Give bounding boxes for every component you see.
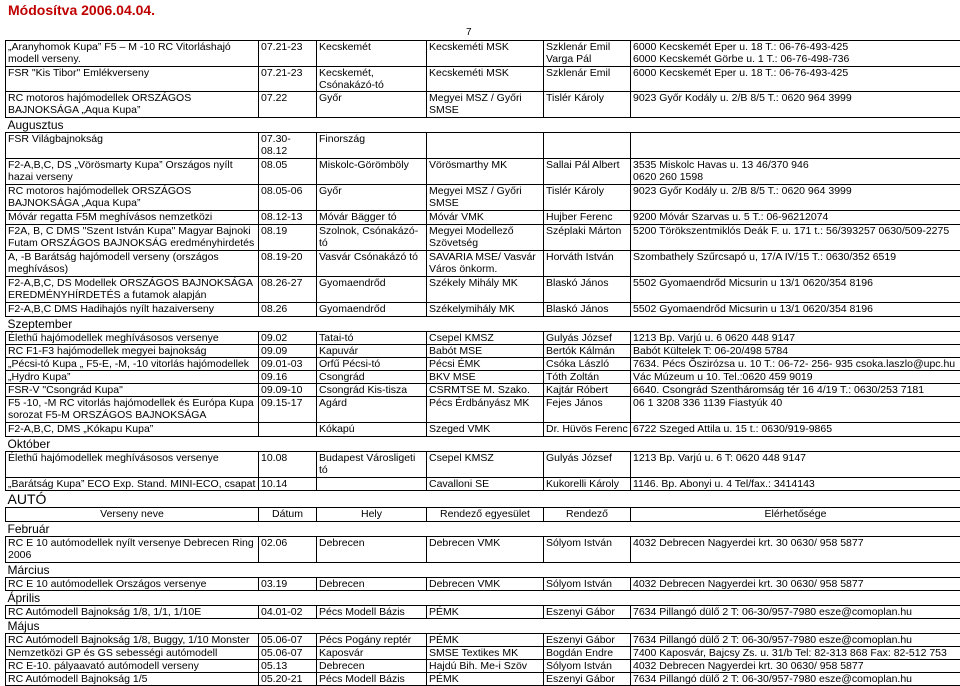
table-row <box>6 133 960 159</box>
organizer-club-cell: Csepel KMSZ <box>427 332 544 345</box>
event-date-cell: 08.26-27 <box>259 277 317 303</box>
table-row <box>6 345 960 358</box>
contact-info-cell: 3535 Miskolc Havas u. 13 46/370 946 0620 260 1598 <box>631 159 960 185</box>
organizer-person-cell: Bogdán Endre <box>544 647 631 660</box>
event-schedule-table <box>5 40 960 686</box>
table-row <box>6 384 960 397</box>
event-name-cell: FSR Világbajnokság <box>6 133 259 159</box>
event-date-cell: 05.06-07 <box>259 647 317 660</box>
table-row <box>6 303 960 317</box>
contact-info-cell: 4032 Debrecen Nagyerdei krt. 30 0630/ 958 5877 <box>631 578 960 591</box>
organizer-person-cell: Eszenyi Gábor <box>544 673 631 686</box>
table-row <box>6 634 960 647</box>
event-name-cell: „Pécsi-tó Kupa „ F5-E, -M, -10 vitorlás hajómodellek <box>6 358 259 371</box>
event-date-cell: 09.09 <box>259 345 317 358</box>
table-row <box>6 41 960 67</box>
contact-info-cell: 4032 Debrecen Nagyerdei krt. 30 0630/ 958 5877 <box>631 660 960 673</box>
organizer-club-cell: Csepel KMSZ <box>427 452 544 478</box>
table-row <box>6 606 960 619</box>
contact-info-cell: 6000 Kecskemét Eper u. 18 T.: 06-76-493-425 6000 Kecskemét Görbe u. 1 T.: 06-76-498-736 <box>631 41 960 67</box>
contact-info-cell: Vác Múzeum u 10. Tel.:0620 459 9019 <box>631 371 960 384</box>
event-name-cell: RC E 10 autómodellek Országos versenye <box>6 578 259 591</box>
event-name-cell: „Aranyhomok Kupa” F5 – M -10 RC Vitorláshajó modell verseny. <box>6 41 259 67</box>
section-label: Március <box>6 563 960 578</box>
contact-info-cell: 7634 Pillangó dülő 2 T: 06-30/957-7980 esze@comoplan.hu <box>631 634 960 647</box>
organizer-person-cell: Blaskó János <box>544 303 631 317</box>
event-date-cell: 08.19 <box>259 225 317 251</box>
event-name-cell: F2-A,B,C DMS Hadihajós nyílt hazaiverseny <box>6 303 259 317</box>
contact-info-cell: 5200 Törökszentmiklós Deák F. u. 171 t.: 56/393257 0630/509-2275 <box>631 225 960 251</box>
organizer-club-cell: Megyei Modellező Szövetség <box>427 225 544 251</box>
organizer-person-cell: Tislér Károly <box>544 185 631 211</box>
organizer-club-cell: Kecskeméti MSK <box>427 41 544 67</box>
event-location-cell: Kecskemét, Csónakázó-tó <box>317 67 427 92</box>
table-row <box>6 452 960 478</box>
event-name-cell: RC F1-F3 hajómodellek megyei bajnokság <box>6 345 259 358</box>
table-row <box>6 225 960 251</box>
contact-info-cell: Szombathely Szűrcsapó u, 17/A IV/15 T.: 0630/352 6519 <box>631 251 960 277</box>
event-date-cell: 07.30-08.12 <box>259 133 317 159</box>
contact-info-cell: 6640. Csongrád Szentháromság tér 16 4/19 T.: 0630/253 7181 <box>631 384 960 397</box>
table-row <box>6 578 960 591</box>
table-row <box>6 397 960 423</box>
event-name-cell: RC motoros hajómodellek ORSZÁGOS BAJNOKSÁGA „Aqua Kupa” <box>6 185 259 211</box>
event-date-cell: 09.15-17 <box>259 397 317 423</box>
organizer-club-cell: SMSE Textikes MK <box>427 647 544 660</box>
table-row <box>6 673 960 686</box>
organizer-club-cell: Vörösmarthy MK <box>427 159 544 185</box>
contact-info-cell: 6000 Kecskemét Eper u. 18 T.: 06-76-493-425 <box>631 67 960 92</box>
organizer-person-cell: Szklenár Emil <box>544 67 631 92</box>
table-row <box>6 67 960 92</box>
contact-info-cell: 9200 Móvár Szarvas u. 5 T.: 06-96212074 <box>631 211 960 225</box>
organizer-club-cell <box>427 133 544 159</box>
contact-info-cell: 1213 Bp. Varjú u. 6 0620 448 9147 <box>631 332 960 345</box>
event-location-cell: Győr <box>317 185 427 211</box>
event-location-cell: Pécs Modell Bázis <box>317 673 427 686</box>
organizer-club-cell: Kecskeméti MSK <box>427 67 544 92</box>
month-section-row <box>6 437 960 452</box>
organizer-person-cell: Gulyás József <box>544 452 631 478</box>
section-label: AUTÓ <box>6 491 960 508</box>
table-row <box>6 371 960 384</box>
month-section-row <box>6 591 960 606</box>
event-location-cell: Miskolc-Görömböly <box>317 159 427 185</box>
event-name-cell: RC E 10 autómodellek nyílt versenye Debrecen Ring 2006 <box>6 537 259 563</box>
table-header-row <box>6 508 960 522</box>
organizer-club-cell: BKV MSE <box>427 371 544 384</box>
contact-info-cell: Babót Kültelek T: 06-20/498 5784 <box>631 345 960 358</box>
contact-info-cell <box>631 133 960 159</box>
organizer-person-cell: Tislér Károly <box>544 92 631 118</box>
month-section-row <box>6 563 960 578</box>
page-number: 7 <box>466 27 472 38</box>
organizer-club-cell: Hajdú Bih. Me-i Szöv <box>427 660 544 673</box>
organizer-person-cell: Rendező <box>544 508 631 522</box>
organizer-club-cell: PÉMK <box>427 606 544 619</box>
event-name-cell: RC Autómodell Bajnokság 1/5 <box>6 673 259 686</box>
event-name-cell: F2-A,B,C, DS Modellek ORSZÁGOS BAJNOKSÁGA EREDMÉNYHÍRDETÉS a futamok alapján <box>6 277 259 303</box>
organizer-person-cell: Széplaki Márton <box>544 225 631 251</box>
organizer-club-cell: Babót MSE <box>427 345 544 358</box>
organizer-club-cell: PÉMK <box>427 634 544 647</box>
event-name-cell: F2A, B, C DMS "Szent István Kupa" Magyar Bajnoki Futam ORSZÁGOS BAJNOKSÁG eredményhirdetés <box>6 225 259 251</box>
table-row <box>6 478 960 491</box>
organizer-club-cell: Megyei MSZ / Győri SMSE <box>427 185 544 211</box>
event-location-cell: Agárd <box>317 397 427 423</box>
organizer-person-cell: Sólyom István <box>544 537 631 563</box>
event-name-cell: Verseny neve <box>6 508 259 522</box>
event-date-cell: 02.06 <box>259 537 317 563</box>
event-date-cell: 03.19 <box>259 578 317 591</box>
event-location-cell: Hely <box>317 508 427 522</box>
event-date-cell: 09.16 <box>259 371 317 384</box>
organizer-club-cell: Debrecen VMK <box>427 578 544 591</box>
event-location-cell: Debrecen <box>317 578 427 591</box>
organizer-person-cell: Kajtár Róbert <box>544 384 631 397</box>
event-date-cell: 05.20-21 <box>259 673 317 686</box>
organizer-person-cell: Eszenyi Gábor <box>544 606 631 619</box>
section-label: Február <box>6 522 960 537</box>
event-date-cell: 08.05 <box>259 159 317 185</box>
organizer-club-cell: Móvár VMK <box>427 211 544 225</box>
table-row <box>6 185 960 211</box>
organizer-club-cell: SAVARIA MSE/ Vasvár Város önkorm. <box>427 251 544 277</box>
table-row <box>6 647 960 660</box>
table-row <box>6 251 960 277</box>
table-row <box>6 660 960 673</box>
table-row <box>6 159 960 185</box>
contact-info-cell: 7634. Pécs Őszirózsa u. 10 T.: 06-72- 256- 935 csoka.laszlo@upc.hu <box>631 358 960 371</box>
event-date-cell: 08.19-20 <box>259 251 317 277</box>
contact-info-cell: 7400 Kaposvár, Bajcsy Zs. u. 31/b Tel: 82-313 868 Fax: 82-512 753 <box>631 647 960 660</box>
organizer-club-cell: Székelymihály MK <box>427 303 544 317</box>
organizer-club-cell: Pécs Érdbányász MK <box>427 397 544 423</box>
table-row <box>6 92 960 118</box>
table-row <box>6 358 960 371</box>
event-name-cell: RC Autómodell Bajnokság 1/8, Buggy, 1/10 Monster <box>6 634 259 647</box>
event-location-cell: Kecskemét <box>317 41 427 67</box>
organizer-club-cell: CSRMTSE M. Szako. <box>427 384 544 397</box>
event-location-cell: Pécs Modell Bázis <box>317 606 427 619</box>
contact-info-cell: 9023 Győr Kodály u. 2/B 8/5 T.: 0620 964 3999 <box>631 92 960 118</box>
event-name-cell: FSR "Kis Tibor" Emlékverseny <box>6 67 259 92</box>
event-location-cell: Kókapú <box>317 423 427 437</box>
event-location-cell: Csongrád Kis-tisza <box>317 384 427 397</box>
section-label: Szeptember <box>6 317 960 332</box>
organizer-club-cell: Székely Mihály MK <box>427 277 544 303</box>
organizer-club-cell: Debrecen VMK <box>427 537 544 563</box>
table-row <box>6 537 960 563</box>
contact-info-cell: Elérhetősége <box>631 508 960 522</box>
event-name-cell: Móvár regatta F5M meghívásos nemzetközi <box>6 211 259 225</box>
event-location-cell: Kaposvár <box>317 647 427 660</box>
organizer-person-cell: Eszenyi Gábor <box>544 634 631 647</box>
event-name-cell: „Barátság Kupa” ECO Exp. Stand. MINI-ECO, csapat <box>6 478 259 491</box>
event-location-cell: Vasvár Csónakázó tó <box>317 251 427 277</box>
event-date-cell: 07.22 <box>259 92 317 118</box>
event-date-cell: 09.09-10 <box>259 384 317 397</box>
organizer-person-cell: Sólyom István <box>544 578 631 591</box>
organizer-person-cell: Szklenár Emil Varga Pál <box>544 41 631 67</box>
contact-info-cell: 1146. Bp. Abonyi u. 4 Tel/fax.: 3414143 <box>631 478 960 491</box>
organizer-person-cell <box>544 133 631 159</box>
event-date-cell: 08.05-06 <box>259 185 317 211</box>
event-location-cell: Kapuvár <box>317 345 427 358</box>
event-name-cell: Nemzetközi GP és GS sebességi autómodell <box>6 647 259 660</box>
organizer-person-cell: Hujber Ferenc <box>544 211 631 225</box>
organizer-club-cell: Megyei MSZ / Győri SMSE <box>427 92 544 118</box>
organizer-club-cell: Pécsi ÉMK <box>427 358 544 371</box>
event-date-cell: 08.12-13 <box>259 211 317 225</box>
event-location-cell: Szolnok, Csónakázó-tó <box>317 225 427 251</box>
month-section-row <box>6 619 960 634</box>
section-label: Április <box>6 591 960 606</box>
table-row <box>6 277 960 303</box>
event-date-cell: 07.21-23 <box>259 67 317 92</box>
event-location-cell: Debrecen <box>317 660 427 673</box>
event-name-cell: Élethű hajómodellek meghívásosos versenye <box>6 332 259 345</box>
event-location-cell: Budapest Városligeti tó <box>317 452 427 478</box>
contact-info-cell: 1213 Bp. Varjú u. 6 T: 0620 448 9147 <box>631 452 960 478</box>
event-date-cell: 08.26 <box>259 303 317 317</box>
event-name-cell: „Hydro Kupa” <box>6 371 259 384</box>
event-date-cell: 05.06-07 <box>259 634 317 647</box>
organizer-person-cell: Fejes János <box>544 397 631 423</box>
month-section-row <box>6 317 960 332</box>
contact-info-cell: 7634 Pillangó dülő 2 T: 06-30/957-7980 esze@comoplan.hu <box>631 606 960 619</box>
organizer-person-cell: Blaskó János <box>544 277 631 303</box>
event-location-cell: Debrecen <box>317 537 427 563</box>
event-location-cell: Móvár Bägger tó <box>317 211 427 225</box>
event-location-cell: Orfű Pécsi-tó <box>317 358 427 371</box>
event-date-cell <box>259 423 317 437</box>
event-name-cell: RC E-10. pályaavató autómodell verseny <box>6 660 259 673</box>
contact-info-cell: 9023 Győr Kodály u. 2/B 8/5 T.: 0620 964 3999 <box>631 185 960 211</box>
event-name-cell: RC Autómodell Bajnokság 1/8, 1/1, 1/10E <box>6 606 259 619</box>
organizer-person-cell: Tóth Zoltán <box>544 371 631 384</box>
organizer-person-cell: Dr. Hüvös Ferenc <box>544 423 631 437</box>
organizer-person-cell: Kukorelli Károly <box>544 478 631 491</box>
event-location-cell: Gyomaendrőd <box>317 277 427 303</box>
event-date-cell: 04.01-02 <box>259 606 317 619</box>
organizer-person-cell: Gulyás József <box>544 332 631 345</box>
event-name-cell: F2-A,B,C, DS „Vörösmarty Kupa” Országos nyílt hazai verseny <box>6 159 259 185</box>
section-label: Október <box>6 437 960 452</box>
event-location-cell: Finország <box>317 133 427 159</box>
event-date-cell: 09.01-03 <box>259 358 317 371</box>
section-label: Augusztus <box>6 118 960 133</box>
event-name-cell: A, -B Barátság hajómodell verseny (országos meghívásos) <box>6 251 259 277</box>
event-location-cell: Győr <box>317 92 427 118</box>
contact-info-cell: 7634 Pillangó dülő 2 T: 06-30/957-7980 esze@comoplan.hu <box>631 673 960 686</box>
contact-info-cell: 6722 Szeged Attila u. 15 t.: 0630/919-9865 <box>631 423 960 437</box>
event-name-cell: Élethű hajómodellek meghívásosos versenye <box>6 452 259 478</box>
page-title: Módosítva 2006.04.04. <box>8 2 155 18</box>
organizer-person-cell: Csóka László <box>544 358 631 371</box>
contact-info-cell: 06 1 3208 336 1139 Fiastyúk 40 <box>631 397 960 423</box>
table-row <box>6 211 960 225</box>
event-location-cell: Gyomaendrőd <box>317 303 427 317</box>
event-date-cell: 09.02 <box>259 332 317 345</box>
contact-info-cell: 5502 Gyomaendrőd Micsurin u 13/1 0620/354 8196 <box>631 277 960 303</box>
event-name-cell: RC motoros hajómodellek ORSZÁGOS BAJNOKSÁGA „Aqua Kupa” <box>6 92 259 118</box>
section-label: Május <box>6 619 960 634</box>
table-row <box>6 332 960 345</box>
organizer-person-cell: Bertók Kálmán <box>544 345 631 358</box>
organizer-club-cell: PÉMK <box>427 673 544 686</box>
event-date-cell: 05.13 <box>259 660 317 673</box>
month-section-row <box>6 118 960 133</box>
contact-info-cell: 4032 Debrecen Nagyerdei krt. 30 0630/ 958 5877 <box>631 537 960 563</box>
event-date-cell: 07.21-23 <box>259 41 317 67</box>
event-date-cell: Dátum <box>259 508 317 522</box>
organizer-person-cell: Sólyom István <box>544 660 631 673</box>
table-row <box>6 423 960 437</box>
event-location-cell <box>317 478 427 491</box>
organizer-person-cell: Sallai Pál Albert <box>544 159 631 185</box>
event-name-cell: FSR-V "Csongrád Kupa" <box>6 384 259 397</box>
organizer-club-cell: Szeged VMK <box>427 423 544 437</box>
event-name-cell: F5 -10, -M RC vitorlás hajómodellek és Európa Kupa sorozat F5-M ORSZÁGOS BAJNOKSÁGA <box>6 397 259 423</box>
event-name-cell: F2-A,B,C, DMS „Kókapu Kupa” <box>6 423 259 437</box>
month-section-row <box>6 522 960 537</box>
event-location-cell: Tatai-tó <box>317 332 427 345</box>
event-location-cell: Csongrád <box>317 371 427 384</box>
organizer-club-cell: Rendező egyesület <box>427 508 544 522</box>
organizer-person-cell: Horváth István <box>544 251 631 277</box>
contact-info-cell: 5502 Gyomaendrőd Micsurin u 13/1 0620/354 8196 <box>631 303 960 317</box>
event-location-cell: Pécs Pogány reptér <box>317 634 427 647</box>
organizer-club-cell: Cavalloni SE <box>427 478 544 491</box>
event-date-cell: 10.14 <box>259 478 317 491</box>
event-date-cell: 10.08 <box>259 452 317 478</box>
month-section-row <box>6 491 960 508</box>
